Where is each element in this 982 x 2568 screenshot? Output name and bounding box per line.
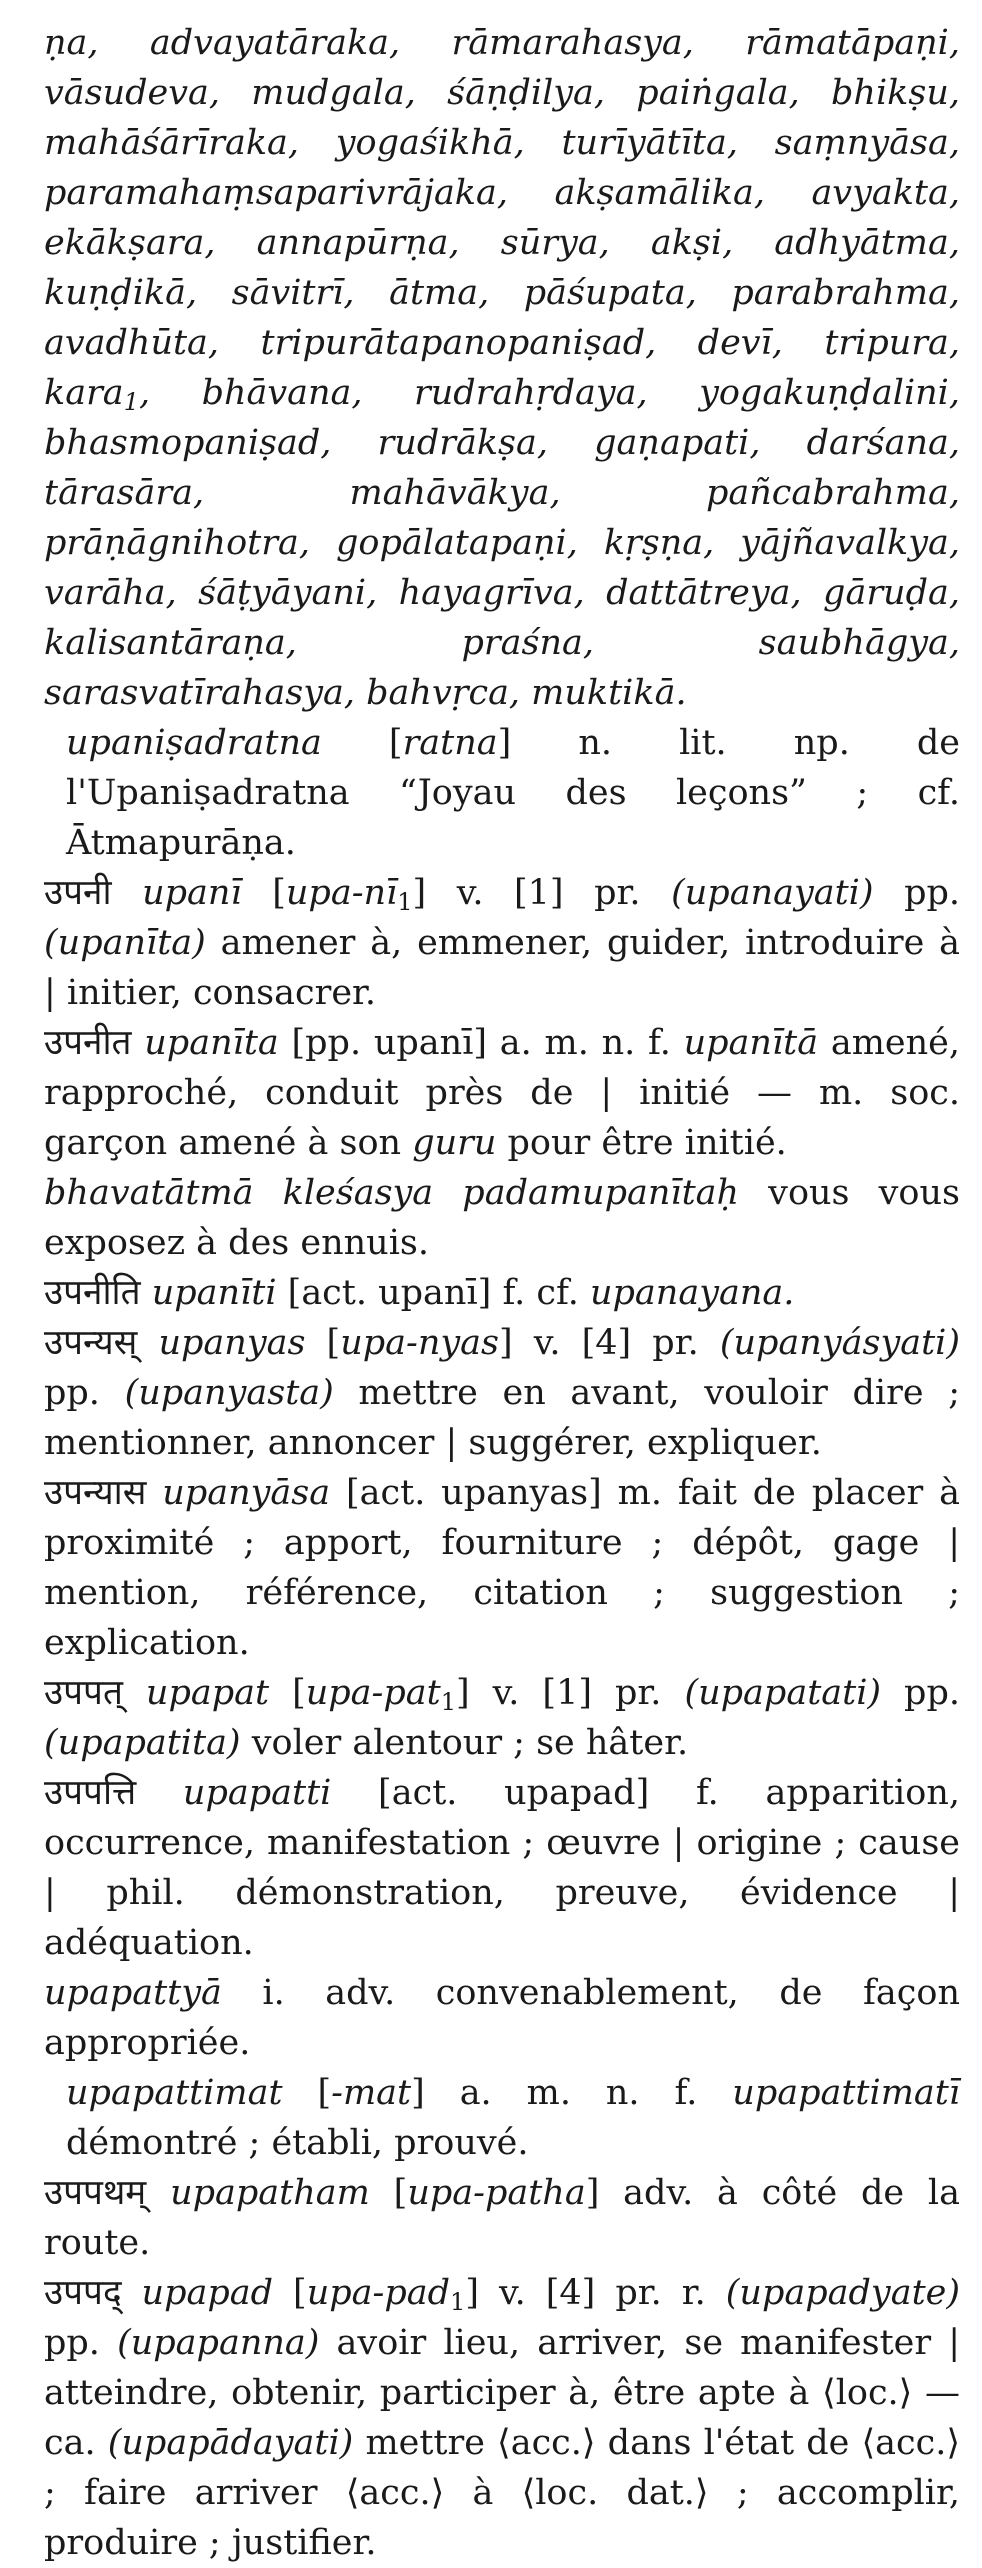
entry-upapatti: उपपत्ति upapatti [act. upapad] f. apparition, occurrence, manifestation ; œuvre | origine ; cause | phil. démonstration, preuve, évidence | adéquation.: [44, 1773, 960, 1963]
subscript: 1: [450, 2288, 466, 2316]
grammar: v. [4] pr.: [512, 1323, 720, 1363]
headword: upanyāsa: [162, 1473, 331, 1513]
feminine-form: upanītā: [683, 1023, 819, 1063]
grammar: v. [4] pr. r.: [478, 2273, 726, 2313]
entry-upapatham: उपपथम् upapatham [upa-patha] adv. à côté de la route.: [44, 2173, 960, 2263]
etymology: act. upanī: [301, 1273, 478, 1313]
definition: n. lit. np. de l'Upaniṣadratna “Joyau des leçons” ; cf. Ātmapurāṇa.: [66, 723, 960, 863]
headword: upapat: [145, 1673, 270, 1713]
definition: mettre en avant, vouloir dire ; mentionner, annoncer | suggérer, expliquer.: [44, 1373, 960, 1463]
entry-upanyasa: उपन्यास upanyāsa [act. upanyas] m. fait de placer à proximité ; apport, fourniture ; dépôt, gage | mention, référence, citation ; suggestion ; explication.: [44, 1473, 960, 1663]
pp-label: pp.: [44, 2323, 118, 2363]
present-form: (upanayati): [671, 873, 874, 913]
grammar: v. [1] pr.: [469, 1673, 685, 1713]
upanishad-list-text: ṇa, advayatāraka, rāmarahasya, rāmatāpaṇi, vāsudeva, mudgala, śāṇḍilya, paiṅgala, bhikṣu, mahāśārīraka, yogaśikhā, turīyātīta, saṃnyāsa, paramahaṃsaparivrājaka, akṣamālika, avyakta, ekākṣara, annapūrṇa, sūrya, akṣi, adhyātma, kuṇḍikā, sāvitrī, ātma, pāśupata, parabrahma, avadhūta, tripurātapanopaniṣad, devī, tripura, kara: [44, 23, 960, 413]
present-form: (upapadyate): [725, 2273, 960, 2313]
definition: amener à, emmener, guider, introduire à | initier, consacrer.: [44, 923, 960, 1013]
entry-upapattya: [44, 1968, 960, 2068]
entry-upanisadratna: upaniṣadratna [ratna] n. lit. np. de l'Upaniṣadratna “Joyau des leçons” ; cf. Ātmapurāṇa.: [66, 723, 960, 863]
etymology: pp. upanī: [305, 1023, 474, 1063]
pp-label: pp.: [881, 1673, 960, 1713]
devanagari-headword: उपन्यस्: [44, 1323, 138, 1363]
headword: upapatti: [182, 1773, 332, 1813]
example-sentence: [44, 1168, 960, 1268]
etymology: upa-nyas: [340, 1323, 499, 1363]
etymology: act. upanyas: [359, 1473, 589, 1513]
pp-form: (upanyasta): [124, 1373, 334, 1413]
definition: f. cf.: [491, 1273, 590, 1313]
devanagari-headword: उपपद्: [44, 2273, 122, 2313]
definition: m. fait de placer à proximité ; apport, fourniture ; dépôt, gage | mention, référence, citation ; suggestion ; explication.: [44, 1473, 960, 1663]
example-text: bhavatātmā kleśasya padamupanītaḥ: [44, 1173, 740, 1213]
entry-upani: उपनी upanī $[upa-nī_1]$ v. [1] pr. (upanayati) pp. (upanīta) amener à, emmener, guider, introduire à | initier, consacrer.: [44, 873, 961, 1013]
headword: upapatham: [170, 2173, 370, 2213]
entry-upapattimat: upapattimat [-mat] a. m. n. f. upapattimatī démontré ; établi, prouvé.: [66, 2073, 961, 2163]
etymology: upa-patha: [407, 2173, 586, 2213]
headword: upanyas: [158, 1323, 306, 1363]
definition-2: mettre ⟨acc.⟩ dans l'état de ⟨acc.⟩ ; faire arriver ⟨acc.⟩ à ⟨loc. dat.⟩ ; accomplir, produire ; justifier.: [44, 2423, 960, 2563]
etymology: act. upapad: [391, 1773, 636, 1813]
subscript: 1: [397, 888, 413, 916]
pp-form: (upapanna): [117, 2323, 320, 2363]
guru-word: guru: [412, 1123, 497, 1163]
subscript: 1: [440, 1688, 456, 1716]
definition: amené, rapproché, conduit près de | initié — m. soc. garçon amené à son: [44, 1023, 960, 1163]
subscript: 1: [123, 388, 139, 416]
pp-label: pp.: [873, 873, 961, 913]
pp-label: pp.: [44, 1373, 125, 1413]
headword: upapattimat: [66, 2073, 283, 2113]
definition: f. apparition, occurrence, manifestation ; œuvre | origine ; cause | phil. démonstration, preuve, évidence | adéquation.: [44, 1773, 960, 1963]
devanagari-headword: उपनीति: [44, 1273, 141, 1313]
etymology: ratna: [402, 723, 498, 763]
pp-form: (upapatita): [44, 1723, 241, 1763]
headword: upaniṣadratna: [66, 723, 322, 763]
definition: adv. à côté de la route.: [44, 2173, 960, 2263]
devanagari-headword: उपनी: [44, 873, 112, 913]
definition: voler alentour ; se hâter.: [240, 1723, 689, 1763]
grammar: a. m. n. f.: [424, 2073, 733, 2113]
example-translation: vous vous exposez à des ennuis.: [44, 1173, 960, 1263]
entry-upanyas: उपन्यस् upanyas [upa-nyas] v. [4] pr. (upanyásyati) pp. (upanyasta) mettre en avant, vouloir dire ; mentionner, annoncer | suggérer, expliquer.: [44, 1323, 960, 1463]
feminine-form: upapattimatī: [732, 2073, 961, 2113]
present-form: (upapatati): [684, 1673, 882, 1713]
etymology: upa-pad: [306, 2273, 451, 2313]
grammar: v. [1] pr.: [426, 873, 672, 913]
headword: upanīti: [151, 1273, 277, 1313]
etymology: -mat: [331, 2073, 412, 2113]
upanishad-list: [44, 18, 960, 718]
headword: upapad: [141, 2273, 274, 2313]
devanagari-headword: उपपत्ति: [44, 1773, 137, 1813]
definition: avoir lieu, arriver, se manifester | atteindre, obtenir, participer à, être apte à ⟨loc.⟩ — ca.: [44, 2323, 961, 2463]
headword: upanī: [142, 873, 242, 913]
headword: upapattyā: [44, 1973, 222, 2013]
definition-2: pour être initié.: [496, 1123, 787, 1163]
grammar: a. m. n. f.: [487, 1023, 684, 1063]
upanishad-list-text-2: , bhāvana, rudrahṛdaya, yogakuṇḍalini, bhasmopaniṣad, rudrākṣa, gaṇapati, darśana, tārasāra, mahāvākya, pañcabrahma, prāṇāgnihotra, gopālatapaṇi, kṛṣṇa, yājñavalkya, varāha, śāṭyāyani, hayagrīva, dattātreya, gāruḍa, kalisantāraṇa, praśna, saubhāgya, sarasvatīrahasya, bahvṛca, muktikā.: [44, 373, 960, 713]
devanagari-headword: उपन्यास: [44, 1473, 147, 1513]
definition: démontré ; établi, prouvé.: [66, 2123, 529, 2163]
etymology: upa-pat: [305, 1673, 441, 1713]
entry-upanita: उपनीत upanīta [pp. upanī] a. m. n. f. upanītā amené, rapproché, conduit près de | initié — m. soc. garçon amené à son guru pour être initié.: [44, 1023, 960, 1163]
headword: upanīta: [144, 1023, 279, 1063]
causative-form: (upapādayati): [107, 2423, 354, 2463]
present-form: (upanyásyati): [719, 1323, 960, 1363]
entry-upapad: उपपद् upapad [upa-pad$_1$] v. [4] pr. r. (upapadyate) pp. (upapanna) avoir lieu, arriver, se manifester | atteindre, obtenir, participer à, être apte à ⟨loc.⟩ — ca. (upapādayati) mettre ⟨acc.⟩ dans l'état de ⟨acc.⟩ ; faire arriver ⟨acc.⟩ à ⟨loc. dat.⟩ ; accomplir, produire ; justifier.: [44, 2273, 961, 2563]
entry-upaniti: उपनीति upanīti [act. upanī] f. cf. upanayana.: [44, 1273, 795, 1313]
devanagari-headword: उपनीत: [44, 1023, 132, 1063]
devanagari-headword: उपपत्: [44, 1673, 123, 1713]
etymology: upa-nī: [285, 873, 398, 913]
entry-upapat: उपपत् upapat [upa-pat$_1$] v. [1] pr. (upapatati) pp. (upapatita) voler alentour ; se hâter.: [44, 1673, 960, 1763]
pp-form: (upanīta): [44, 923, 206, 963]
devanagari-headword: उपपथम्: [44, 2173, 147, 2213]
cross-reference: upanayana.: [589, 1273, 795, 1313]
definition: i. adv. convenablement, de façon appropriée.: [44, 1973, 960, 2063]
